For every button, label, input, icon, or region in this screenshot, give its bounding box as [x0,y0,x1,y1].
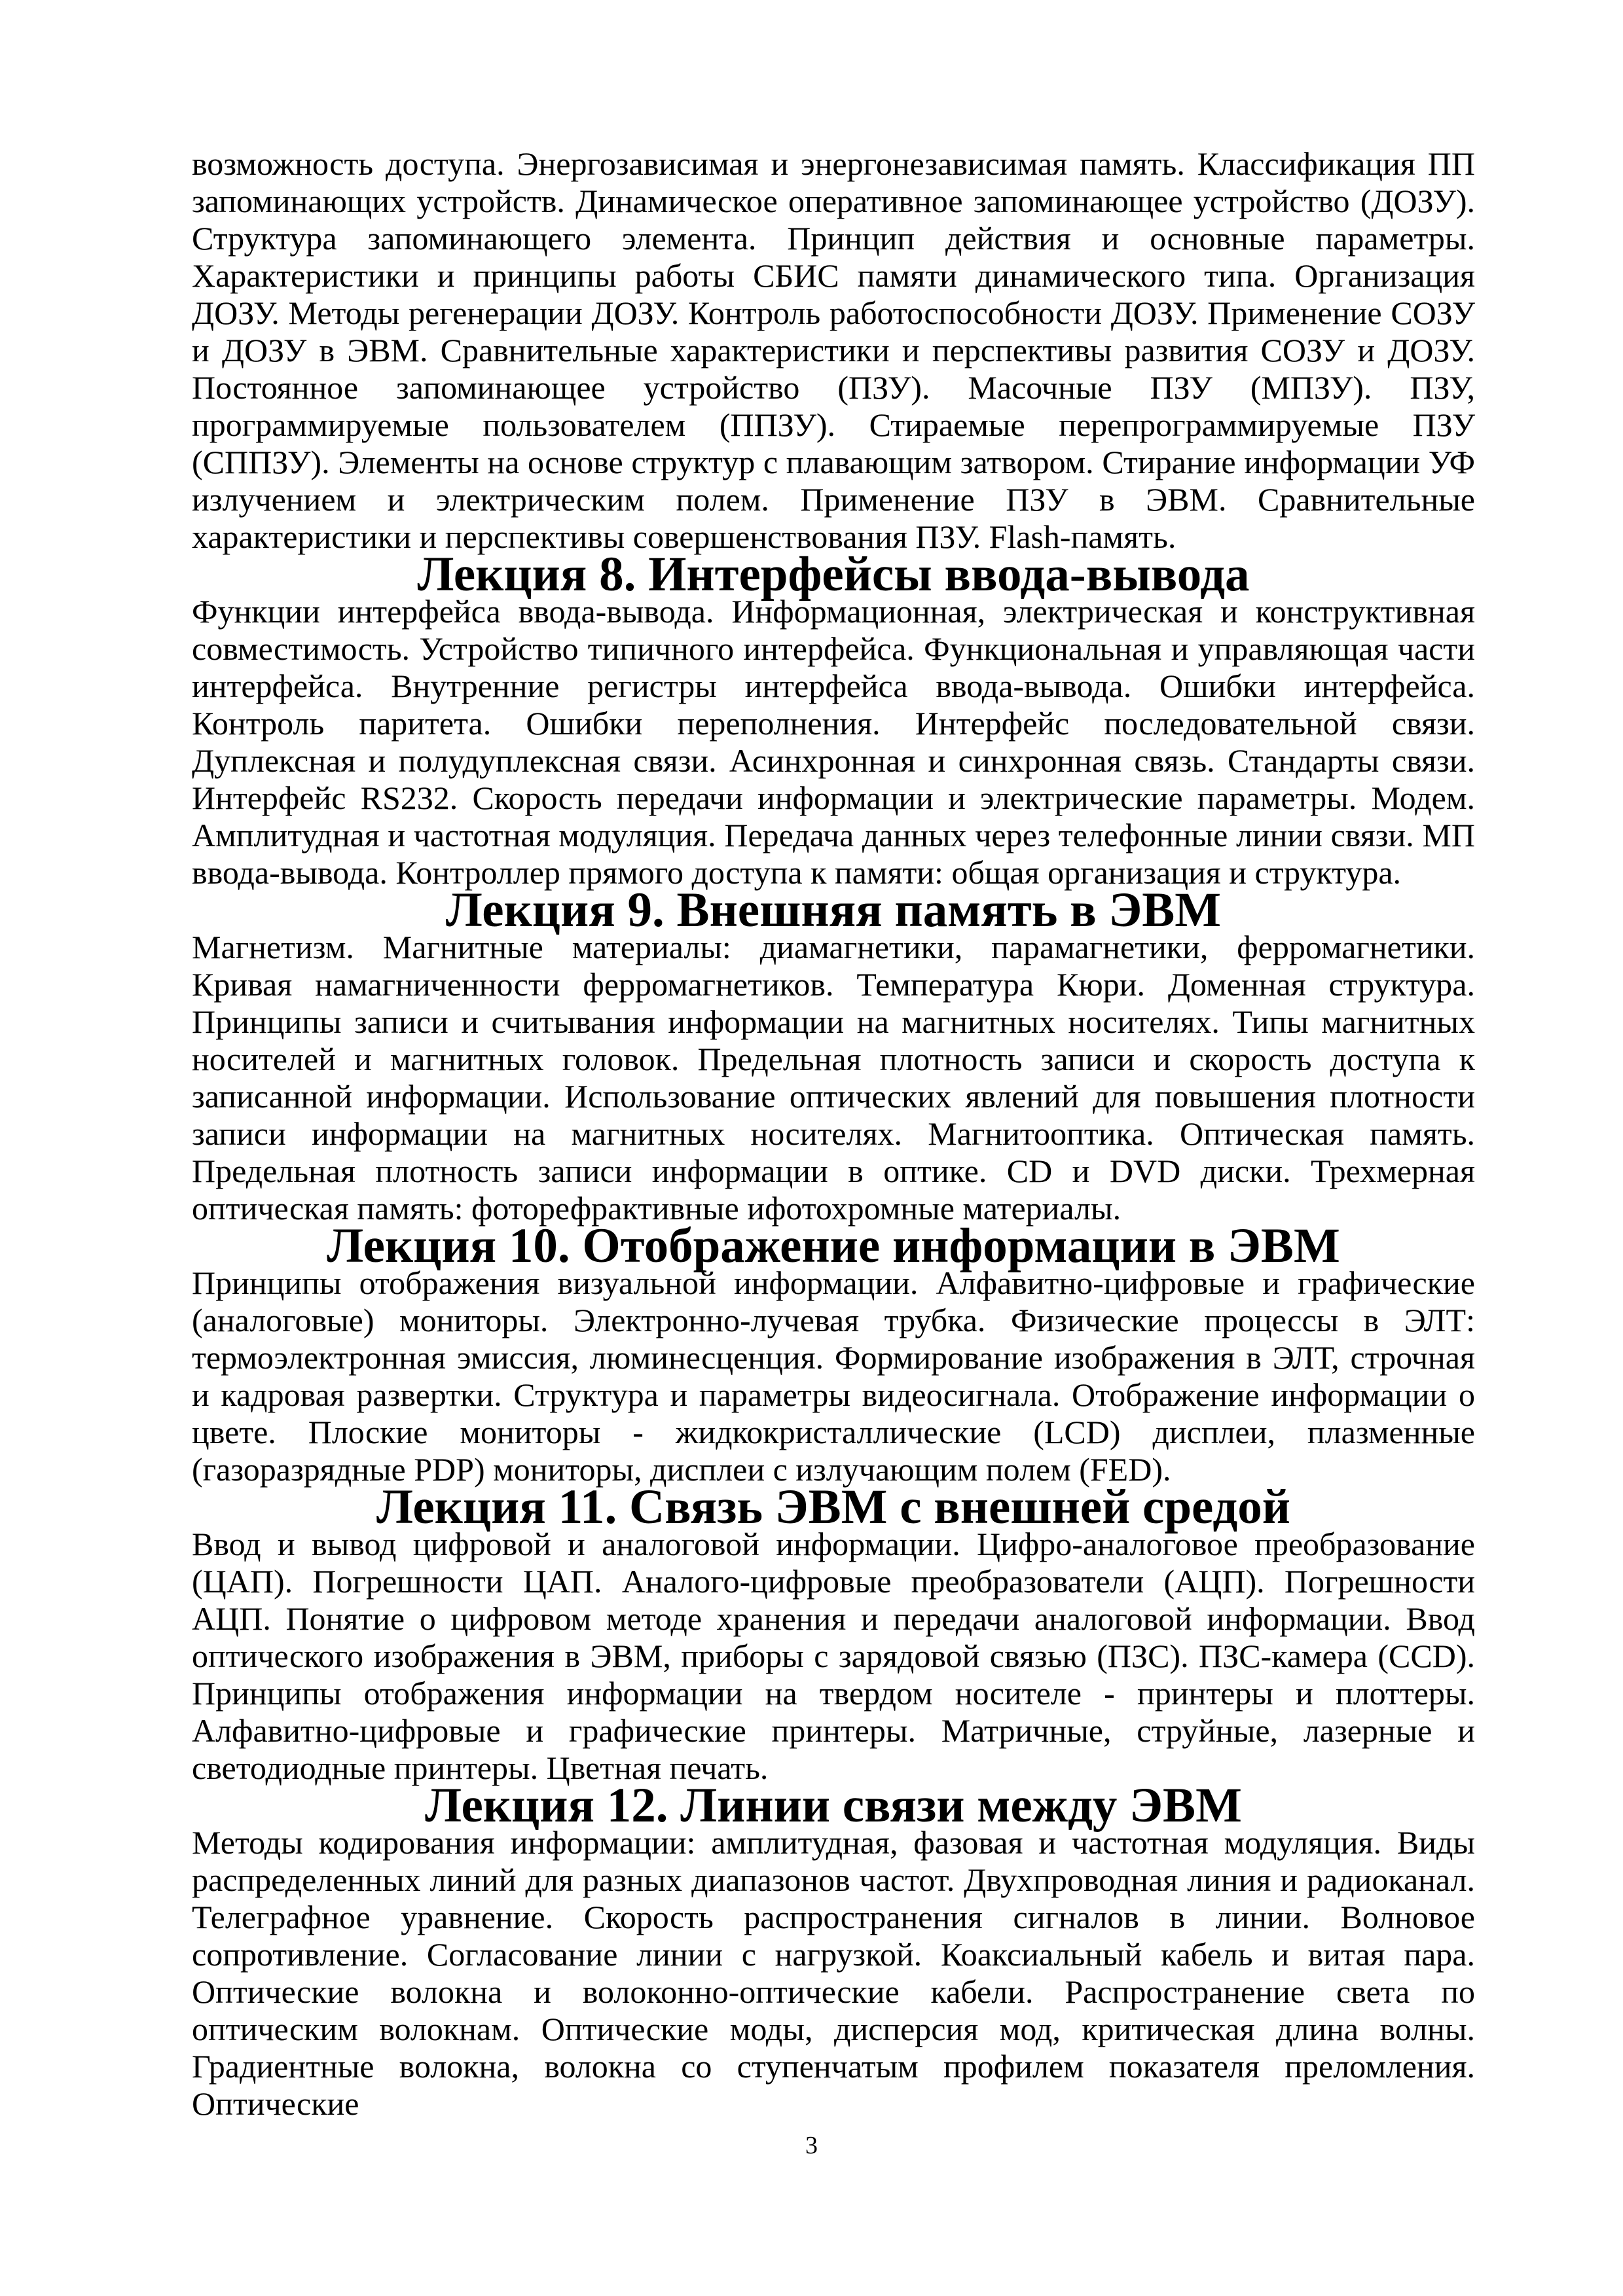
lecture-11-paragraph: Ввод и вывод цифровой и аналоговой информации. Цифро-аналоговое преобразование (ЦАП). Погрешности ЦАП. Аналого-цифровые преобразователи (АЦП). Погрешности АЦП. Понятие о цифровом методе хранения и передачи аналоговой информации. Ввод оптического изображения в ЭВМ, приборы с зарядовой связью (ПЗС). ПЗС-камера (CCD). Принципы отображения информации на твердом носителе - принтеры и плоттеры. Алфавитно-цифровые и графические принтеры. Матричные, струйные, лазерные и светодиодные принтеры. Цветная печать. [192,1526,1475,1786]
lecture-11-heading: Лекция 11. Связь ЭВМ с внешней средой [376,1480,1290,1534]
lecture-12-heading: Лекция 12. Линии связи между ЭВМ [425,1778,1242,1833]
lecture-10-paragraph: Принципы отображения визуальной информации. Алфавитно-цифровые и графические (аналоговые) мониторы. Электронно-лучевая трубка. Физические процессы в ЭЛТ: термоэлектронная эмиссия, люминесценция. Формирование изображения в ЭЛТ, строчная и кадровая развертки. Структура и параметры видеосигнала. Отображение информации о цвете. Плоские мониторы - жидкокристаллические (LCD) дисплеи, плазменные (газоразрядные PDP) мониторы, дисплеи с излучающим полем (FED). [192,1265,1475,1488]
lecture-8-heading: Лекция 8. Интерфейсы ввода-вывода [417,547,1250,601]
lecture-9-heading: Лекция 9. Внешняя память в ЭВМ [445,883,1222,937]
lecture-10-heading: Лекция 10. Отображение информации в ЭВМ [327,1219,1340,1273]
lecture-8-paragraph: Функции интерфейса ввода-вывода. Информационная, электрическая и конструктивная совместимость. Устройство типичного интерфейса. Функциональная и управляющая части интерфейса. Внутренние регистры интерфейса ввода-вывода. Ошибки интерфейса. Контроль паритета. Ошибки переполнения. Интерфейс последовательной связи. Дуплексная и полудуплексная связи. Асинхронная и синхронная связь. Стандарты связи. Интерфейс RS232. Скорость передачи информации и электрические параметры. Модем. Амплитудная и частотная модуляция. Передача данных через телефонные линии связи. МП ввода-вывода. Контроллер прямого доступа к памяти: общая организация и структура. [192,593,1475,891]
intro-paragraph: возможность доступа. Энергозависимая и энергонезависимая память. Классификация ПП запоминающих устройств. Динамическое оперативное запоминающее устройство (ДОЗУ). Структура запоминающего элемента. Принцип действия и основные параметры. Характеристики и принципы работы СБИС памяти динамического типа. Организация ДОЗУ. Методы регенерации ДОЗУ. Контроль работоспособности ДОЗУ. Применение СОЗУ и ДОЗУ в ЭВМ. Сравнительные характеристики и перспективы развития СОЗУ и ДОЗУ. Постоянное запоминающее устройство (ПЗУ). Масочные ПЗУ (МПЗУ). ПЗУ, программируемые пользователем (ППЗУ). Стираемые перепрограммируемые ПЗУ (СППЗУ). Элементы на основе структур с плавающим затвором. Стирание информации УФ излучением и электрическим полем. Применение ПЗУ в ЭВМ. Сравнительные характеристики и перспективы совершенствования ПЗУ. Flash-память. [192,145,1475,555]
document-body [192,145,1475,2123]
page-number: 3 [805,2132,818,2159]
lecture-9-paragraph: Магнетизм. Магнитные материалы: диамагнетики, парамагнетики, ферромагнетики. Кривая намагниченности ферромагнетиков. Температура Кюри. Доменная структура. Принципы записи и считывания информации на магнитных носителях. Типы магнитных носителей и магнитных головок. Предельная плотность записи и скорость доступа к записанной информации. Использование оптических явлений для повышения плотности записи информации на магнитных носителях. Магнитооптика. Оптическая память. Предельная плотность записи информации в оптике. CD и DVD диски. Трехмерная оптическая память: фоторефрактивные ифотохромные материалы. [192,929,1475,1227]
lecture-12-paragraph: Методы кодирования информации: амплитудная, фазовая и частотная модуляция. Виды распределенных линий для разных диапазонов частот. Двухпроводная линия и радиоканал. Телеграфное уравнение. Скорость распространения сигналов в линии. Волновое сопротивление. Согласование линии с нагрузкой. Коаксиальный кабель и витая пара. Оптические волокна и волоконно-оптические кабели. Распространение света по оптическим волокнам. Оптические моды, дисперсия мод, критическая длина волны. Градиентные волокна, волокна со ступенчатым профилем показателя преломления. Оптические [192,1824,1475,2122]
